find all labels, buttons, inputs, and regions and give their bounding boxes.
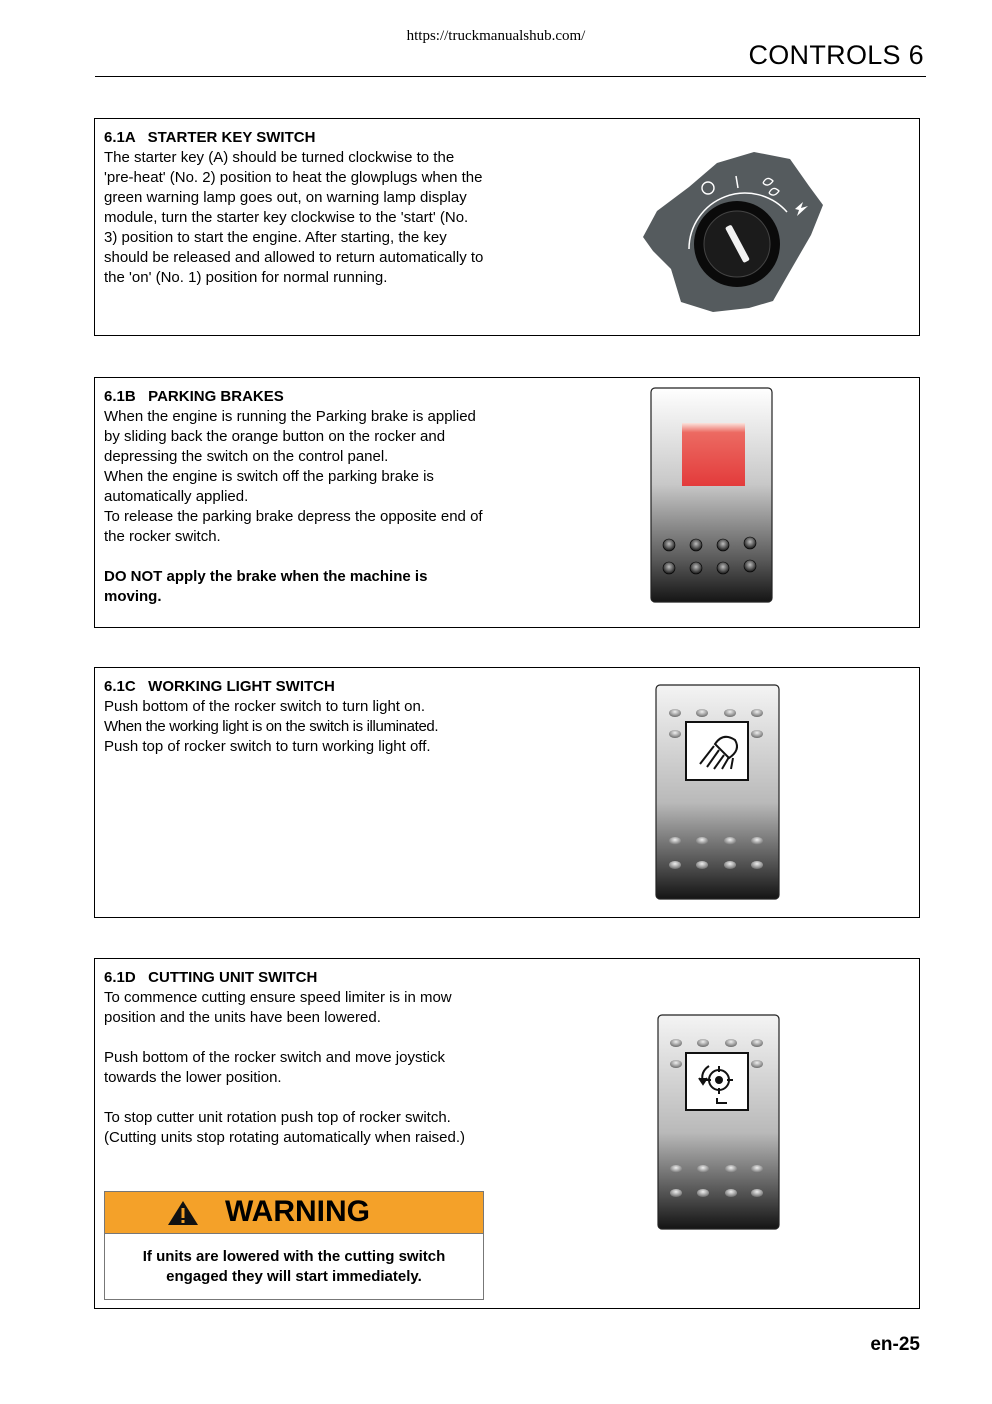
working-light-rocker-switch-illustration xyxy=(655,684,781,901)
caution-note: DO NOT apply the brake when the machine is moving. xyxy=(104,568,428,605)
parking-brake-rocker-switch-illustration xyxy=(650,387,774,604)
section-working-light-switch xyxy=(94,667,920,918)
page-title: CONTROLS 6 xyxy=(748,40,924,70)
section-heading: 6.1B PARKING BRAKES xyxy=(104,388,284,405)
section-starter-key-switch xyxy=(94,118,920,336)
warning-label: WARNING xyxy=(225,1195,370,1228)
section-body: Push bottom of the rocker switch and move joystick towards the lower position. xyxy=(104,1049,445,1086)
section-heading: 6.1C WORKING LIGHT SWITCH xyxy=(104,678,335,695)
cutting-unit-rocker-switch-illustration xyxy=(657,1014,781,1231)
section-cutting-unit-switch xyxy=(94,958,920,1309)
section-heading: 6.1D CUTTING UNIT SWITCH xyxy=(104,969,318,986)
warning-triangle-icon xyxy=(167,1200,199,1226)
header-rule xyxy=(95,76,926,77)
section-body: When the working light is on the switch is illuminated. xyxy=(104,718,439,735)
section-heading: 6.1A STARTER KEY SWITCH xyxy=(104,129,316,146)
warning-header xyxy=(105,1192,483,1234)
section-body: Push top of rocker switch to turn working light off. xyxy=(104,738,431,755)
section-body: When the engine is switch off the parking brake is automatically applied. xyxy=(104,468,434,505)
source-url: https://truckmanualshub.com/ xyxy=(406,28,586,44)
section-body: Push bottom of the rocker switch to turn light on. xyxy=(104,698,425,715)
section-body: When the engine is running the Parking brake is applied by sliding back the orange button on the rocker and depressing the switch on the control panel. xyxy=(104,408,476,465)
section-body: To release the parking brake depress the opposite end of the rocker switch. xyxy=(104,508,483,545)
warning-text: If units are lowered with the cutting switch engaged they will start immediately. xyxy=(142,1248,446,1285)
section-body: To commence cutting ensure speed limiter is in mow position and the units have been lowered. xyxy=(104,989,452,1026)
section-body: To stop cutter unit rotation push top of rocker switch. (Cutting units stop rotating automatically when raised.) xyxy=(104,1109,466,1146)
warning-box xyxy=(104,1191,484,1300)
section-parking-brakes xyxy=(94,377,920,628)
starter-key-switch-illustration xyxy=(641,149,823,313)
section-body: The starter key (A) should be turned clockwise to the 'pre-heat' (No. 2) position to heat the glowplugs when the green warning lamp goes out, on warning lamp display module, turn the starter key clockwise to the 'start' (No. 3) position to start the engine. After starting, the key should be released and allowed to return automatically to the 'on' (No. 1) position for normal running. xyxy=(104,149,484,286)
page-number: en-25 xyxy=(870,1334,920,1355)
